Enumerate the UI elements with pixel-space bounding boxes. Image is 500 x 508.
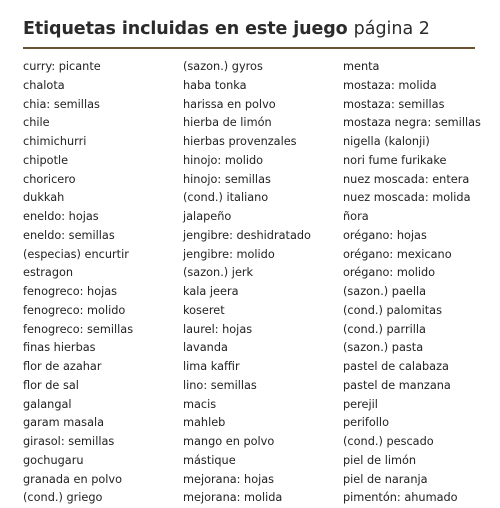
label-item: (cond.) italiano xyxy=(183,191,269,205)
label-item: laurel: hojas xyxy=(183,322,253,336)
label-item: (cond.) palomitas xyxy=(343,303,442,317)
label-column-2 xyxy=(183,58,311,508)
label-item: lavanda xyxy=(183,341,228,355)
label-item: mostaza negra: semillas xyxy=(343,116,481,130)
label-item: mejorana: hojas xyxy=(183,472,275,486)
page-header xyxy=(23,17,430,41)
label-item: orégano: molido xyxy=(343,266,436,280)
label-item: piel de limón xyxy=(343,453,417,467)
header-divider xyxy=(23,47,475,49)
label-item: nori fume furikake xyxy=(343,153,447,167)
label-item: (especias) encurtir xyxy=(23,247,129,261)
label-item: mahleb xyxy=(183,416,226,430)
label-item: choricero xyxy=(23,172,76,186)
label-item: eneldo: semillas xyxy=(23,228,115,242)
label-item: haba tonka xyxy=(183,78,247,92)
label-item: piel de naranja xyxy=(343,472,428,486)
label-item: mango en polvo xyxy=(183,435,275,448)
label-column-3 xyxy=(343,58,481,508)
label-item: eneldo: hojas xyxy=(23,210,99,223)
label-item: chalota xyxy=(23,78,65,92)
label-item: nuez moscada: entera xyxy=(343,172,470,186)
label-item: flor de sal xyxy=(23,378,79,392)
label-item: hierbas provenzales xyxy=(183,135,297,148)
label-item: girasol: semillas xyxy=(23,435,115,448)
label-item: pastel de manzana xyxy=(343,378,451,392)
label-item: mostaza: molida xyxy=(343,78,437,92)
label-item: curry: picante xyxy=(23,60,101,73)
label-item: nigella (kalonji) xyxy=(343,135,430,148)
label-item: hinojo: semillas xyxy=(183,172,271,186)
label-item: perejil xyxy=(343,397,378,411)
label-item: kala jeera xyxy=(183,285,239,298)
label-item: finas hierbas xyxy=(23,341,96,355)
label-item: granada en polvo xyxy=(23,472,123,486)
label-item: estragon xyxy=(23,266,74,280)
label-item: orégano: mexicano xyxy=(343,247,452,261)
label-item: (cond.) griego xyxy=(23,491,103,505)
label-item: koseret xyxy=(183,303,225,317)
label-item: chile xyxy=(23,116,50,130)
label-item: (cond.) pescado xyxy=(343,435,434,448)
label-column-1 xyxy=(23,58,133,508)
label-item: fenogreco: hojas xyxy=(23,285,118,298)
label-item: lima kaffir xyxy=(183,360,240,373)
label-item: (sazon.) paella xyxy=(343,285,427,298)
label-item: galangal xyxy=(23,397,72,411)
label-item: orégano: hojas xyxy=(343,228,427,242)
label-item: jengibre: molido xyxy=(183,247,275,261)
label-item: chipotle xyxy=(23,153,69,167)
label-item: jengibre: deshidratado xyxy=(183,228,311,242)
label-item: pimentón: ahumado xyxy=(343,491,458,505)
label-item: nuez moscada: molida xyxy=(343,191,471,205)
label-item: mejorana: molida xyxy=(183,491,283,505)
page-subtitle: página 2 xyxy=(353,19,430,39)
label-item: hierba de limón xyxy=(183,116,272,130)
label-item: hinojo: molido xyxy=(183,153,264,167)
label-item: chia: semillas xyxy=(23,97,100,111)
label-item: (cond.) parrilla xyxy=(343,322,426,336)
label-item: dukkah xyxy=(23,191,65,205)
label-item: chimichurri xyxy=(23,135,87,148)
label-item: (sazon.) gyros xyxy=(183,60,263,73)
label-item: menta xyxy=(343,60,380,73)
label-item: ñora xyxy=(343,210,369,223)
label-item: jalapeño xyxy=(183,210,232,223)
label-item: lino: semillas xyxy=(183,378,257,392)
label-item: flor de azahar xyxy=(23,360,102,373)
label-item: pastel de calabaza xyxy=(343,360,449,373)
label-item: gochugaru xyxy=(23,453,84,467)
label-item: (sazon.) pasta xyxy=(343,341,424,355)
label-item: macis xyxy=(183,397,217,411)
label-item: fenogreco: molido xyxy=(23,303,126,317)
label-item: harissa en polvo xyxy=(183,97,276,111)
label-item: mástique xyxy=(183,453,236,467)
label-item: fenogreco: semillas xyxy=(23,322,134,336)
label-item: garam masala xyxy=(23,416,105,430)
label-item: mostaza: semillas xyxy=(343,97,445,111)
label-item: perifollo xyxy=(343,416,389,430)
page-title: Etiquetas incluidas en este juego xyxy=(23,19,348,39)
label-item: (sazon.) jerk xyxy=(183,266,254,280)
